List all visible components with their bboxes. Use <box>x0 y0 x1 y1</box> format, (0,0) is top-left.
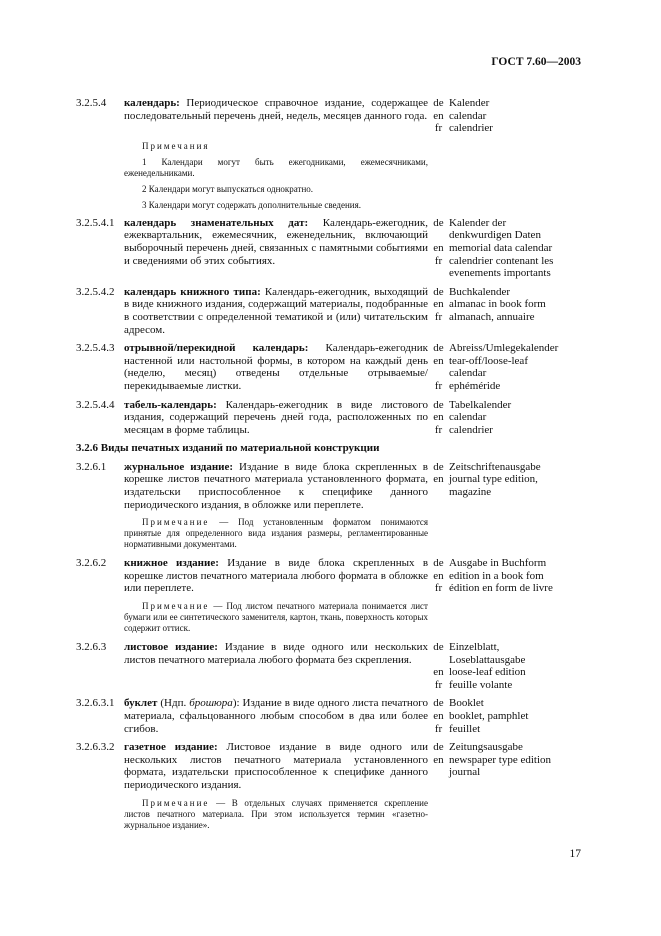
equivalent: Zeitschriftenausgabe <box>449 460 541 473</box>
lang-code: de <box>433 557 444 570</box>
lang-code <box>428 229 449 242</box>
lang-code: en <box>433 241 444 254</box>
note-item: 3 Календари могут содержать дополнительные сведения. <box>142 199 361 210</box>
lang-code: en <box>433 411 444 424</box>
equivalent: evenements importants <box>449 267 551 280</box>
entry-term: газетное издание: <box>124 741 218 754</box>
lang-code: de <box>433 216 444 229</box>
foreign-equivalents <box>449 286 591 336</box>
equivalent: tear-off/loose-leaf <box>449 354 528 367</box>
lang-codes <box>428 217 449 280</box>
term-note-post: ): <box>232 697 243 710</box>
entry-definition <box>124 557 428 595</box>
foreign-equivalents <box>449 97 591 135</box>
equivalent: feuille volante <box>449 678 513 691</box>
equivalent: loose-leaf edition <box>449 666 526 679</box>
entry-text: Издание в виде одного или нескольких листов печатного материала любого формата без скрепления. <box>124 641 429 666</box>
lang-codes <box>428 399 449 437</box>
equivalent: journal <box>449 766 481 779</box>
lang-code: en <box>433 710 444 722</box>
equivalent: newspaper type edition <box>449 753 552 766</box>
term-entry <box>76 342 591 392</box>
lang-codes <box>428 342 449 392</box>
entry-definition <box>124 286 428 336</box>
calendar-notes <box>124 141 428 211</box>
lang-code: de <box>433 285 444 298</box>
entry-definition <box>124 217 428 280</box>
note-item: 1 Календари могут быть ежегодниками, ежемесячниками, еженедельниками. <box>124 156 428 178</box>
entry-text: Периодическое справочное издание, содержащее последовательный перечень дней, недель, месяцев данного года. <box>124 97 428 122</box>
lang-code: fr <box>434 379 443 392</box>
entry-text: Календарь-ежегодник, ежеквартальник, ежемесячник, еженедельник, включающий выборочный перечень дней, связанных с памятными событиями и сведениями об этих событиях. <box>124 216 428 267</box>
entry-number: 3.2.5.4.2 <box>76 285 115 298</box>
equivalent: journal type edition, <box>449 473 538 486</box>
equivalent: feuillet <box>449 722 481 735</box>
entry-definition <box>124 342 428 392</box>
entry-number: 3.2.5.4.3 <box>76 342 115 355</box>
entry-term: календарь книжного типа: <box>124 285 261 298</box>
term-entry <box>76 217 591 280</box>
lang-code: fr <box>434 423 443 436</box>
entry-number: 3.2.6.3.1 <box>76 697 115 710</box>
lang-codes <box>428 461 449 511</box>
lang-code: fr <box>434 310 443 323</box>
lang-code: de <box>433 460 444 473</box>
newspaper-note <box>124 798 428 831</box>
foreign-equivalents <box>449 557 591 595</box>
entry-number: 3.2.5.4.1 <box>76 216 115 229</box>
equivalent: Ausgabe in Buchform <box>449 557 547 570</box>
equivalent: calendrier <box>449 423 493 436</box>
entry-definition <box>124 461 428 511</box>
entry-term: табель-календарь: <box>124 398 217 411</box>
equivalent: calendar <box>449 411 487 424</box>
term-entry <box>76 461 591 511</box>
book-note <box>124 601 428 634</box>
lang-codes <box>428 641 449 691</box>
entry-term: календарь: <box>124 97 180 109</box>
entry-number: 3.2.6.3.2 <box>76 741 115 754</box>
note-text: — В отдельных случаях применяется скрепление листов печатного материала. При этом используется термин «газетно-журнальное издание». <box>124 797 428 830</box>
note-label: Примечание <box>142 517 210 528</box>
lang-code: fr <box>434 122 443 135</box>
note-item: 2 Календари могут выпускаться однократно. <box>142 183 314 194</box>
entry-term: книжное издание: <box>124 557 219 570</box>
lang-code <box>428 367 449 380</box>
lang-codes <box>428 286 449 336</box>
lang-code: fr <box>434 254 443 267</box>
entry-definition <box>124 399 428 437</box>
equivalent: Kalender <box>449 97 490 109</box>
equivalent: édition en form de livre <box>449 582 553 595</box>
entry-definition <box>124 97 428 135</box>
foreign-equivalents <box>449 217 591 280</box>
lang-code: fr <box>434 582 443 595</box>
equivalent: edition in a book fom <box>449 569 544 582</box>
foreign-equivalents <box>449 697 591 735</box>
equivalent: Zeitungsausgabe <box>449 741 523 754</box>
term-entry <box>76 399 591 437</box>
lang-codes <box>428 697 449 735</box>
entry-number: 3.2.6.2 <box>76 557 107 570</box>
equivalent: calendrier contenant les <box>449 254 554 267</box>
term-entry <box>76 97 591 135</box>
entry-term: отрывной/перекидной календарь: <box>124 342 309 355</box>
lang-codes <box>428 557 449 595</box>
entry-number: 3.2.5.4.4 <box>76 398 115 411</box>
entry-text: Календарь-ежегодник, выходящий в виде книжного издания, содержащий материалы, подобранные в соответствии с определенной тематикой и (или) читательским адресом. <box>124 285 428 336</box>
note-text: — Под листом печатного материала понимается лист бумаги или ее синтетического заменителя, картон, ткань, поверхность которых содержит оттиск. <box>124 601 428 634</box>
lang-code: de <box>433 398 444 411</box>
term-entry <box>76 286 591 336</box>
entry-number: 3.2.6.3 <box>76 641 107 654</box>
note-label: Примечание <box>142 601 210 612</box>
entry-text: Календарь-ежегодник в виде листового издания, содержащий перечень дней года, расположенных по месяцам в форме таблицы. <box>124 398 429 436</box>
equivalent: Einzelblatt, <box>449 641 500 654</box>
equivalent: calendar <box>449 109 487 122</box>
equivalent: almanach, annuaire <box>449 310 535 323</box>
lang-code: en <box>433 753 444 766</box>
entry-text: Издание в виде одного листа печатного материала, сфальцованного любым способом в два или более сгибов. <box>124 697 428 735</box>
lang-code: en <box>433 354 444 367</box>
entry-text: Издание в виде блока скрепленных в корешке листов печатного материала установленного формата, издательски приспособленное к специфике данного периодического издания, в обложке или переплете. <box>124 460 428 511</box>
section-title: 3.2.6 Виды печатных изданий по материальной конструкции <box>76 442 380 455</box>
page-number: 17 <box>569 848 581 860</box>
journal-note <box>124 517 428 550</box>
note-label: Примечание <box>142 797 210 808</box>
equivalent: denkwurdigen Daten <box>449 229 541 242</box>
lang-code: de <box>433 741 444 754</box>
entry-definition <box>124 697 428 735</box>
entry-term: листовое издание: <box>124 641 218 654</box>
equivalent: ephéméride <box>449 379 501 392</box>
lang-code: fr <box>434 678 443 691</box>
lang-code: en <box>433 473 444 486</box>
term-entry <box>76 697 591 735</box>
equivalent: Abreiss/Umlegekalender <box>449 342 559 355</box>
entry-term: календарь знаменательных дат: <box>124 216 309 229</box>
term-entry <box>76 557 591 595</box>
lang-codes <box>428 741 449 791</box>
entry-text: Листовое издание в виде одного или нескольких листов печатного материала установленного формата, издательски приспособленное к специфике данного периодического издания. <box>124 741 428 791</box>
equivalent: almanac in book form <box>449 298 546 311</box>
entry-text: Издание в виде блока скрепленных в корешке листов печатного материала любого формата в обложке или переплете. <box>124 557 429 595</box>
entry-number: 3.2.6.1 <box>76 460 107 473</box>
term-note-pre: (Ндп. <box>157 697 190 710</box>
equivalent: Loseblattausgabe <box>449 653 526 666</box>
entry-number: 3.2.5.4 <box>76 97 107 109</box>
lang-code: en <box>433 298 444 311</box>
note-text: — Под установленным форматом понимаются принятые для определенного вида издания размеры, регламентированные нормативными документами. <box>124 517 428 550</box>
equivalent: Booklet <box>449 697 484 710</box>
equivalent: calendar <box>449 367 487 380</box>
equivalent: memorial data calendar <box>449 241 553 254</box>
term-deprecated: брошюра <box>189 697 233 710</box>
equivalent: booklet, pamphlet <box>449 710 529 722</box>
entry-text: Календарь-ежегодник настенной или настольной формы, в котором на каждый день (неделю, месяц) отведены отдельные отрываемые/перекидываемые листки. <box>124 342 428 392</box>
equivalent: Kalender der <box>449 216 507 229</box>
entry-term: журнальное издание: <box>124 460 234 473</box>
lang-code: de <box>433 641 444 654</box>
equivalent: calendrier <box>449 122 493 135</box>
lang-code: en <box>433 666 444 679</box>
terms-list <box>76 97 591 838</box>
foreign-equivalents <box>449 461 591 511</box>
foreign-equivalents <box>449 399 591 437</box>
notes-heading: Примечания <box>142 140 210 151</box>
foreign-equivalents <box>449 641 591 691</box>
equivalent: Buchkalender <box>449 285 511 298</box>
term-entry <box>76 741 591 791</box>
foreign-equivalents <box>449 741 591 791</box>
lang-code: de <box>433 697 444 710</box>
lang-codes <box>428 97 449 135</box>
lang-code: fr <box>434 722 443 735</box>
equivalent: Tabelkalender <box>449 398 512 411</box>
lang-code: en <box>433 569 444 582</box>
lang-code <box>428 654 449 667</box>
foreign-equivalents <box>449 342 591 392</box>
standard-header: ГОСТ 7.60—2003 <box>491 56 581 68</box>
equivalent: magazine <box>449 486 492 499</box>
lang-code: en <box>433 109 444 122</box>
entry-definition <box>124 641 428 691</box>
term-entry <box>76 641 591 691</box>
entry-term: буклет <box>124 697 158 710</box>
entry-definition <box>124 741 428 791</box>
lang-code: de <box>433 342 444 355</box>
lang-code: de <box>433 97 444 109</box>
